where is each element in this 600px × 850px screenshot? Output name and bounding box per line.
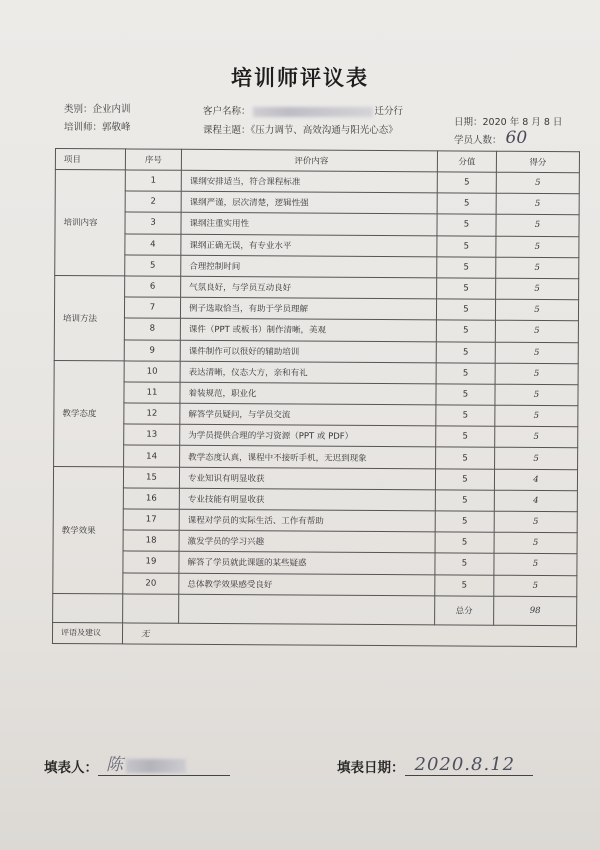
row-no: 3	[125, 212, 181, 234]
redacted-signature	[126, 759, 186, 773]
row-value: 5	[436, 341, 495, 363]
topic-value: 《压力调节、高效沟通与阳光心态》	[250, 125, 398, 136]
date-value: 2020 年 8 月 8 日	[482, 117, 563, 128]
row-content: 激发学员的学习兴趣	[179, 530, 435, 553]
trainer-label: 培训师：	[64, 122, 103, 133]
row-score: 5	[496, 257, 579, 279]
row-no: 9	[124, 339, 180, 361]
form-title: 培训师评议表	[231, 66, 369, 90]
evaluation-table	[52, 148, 580, 647]
group-name-effect: 教学效果	[53, 466, 124, 594]
total-empty-no	[123, 594, 179, 623]
row-no: 18	[123, 530, 179, 552]
row-no: 16	[123, 488, 179, 510]
category-value: 企业内训	[92, 104, 131, 115]
row-no: 2	[125, 191, 181, 213]
row-content: 解答了学员就此课题的某些疑惑	[179, 552, 435, 575]
row-content: 课程对学员的实际生活、工作有帮助	[179, 509, 435, 532]
client-label: 客户名称：	[203, 106, 251, 117]
row-score: 5	[496, 236, 579, 258]
row-no: 20	[123, 572, 179, 594]
comment-label: 评语及建议	[52, 622, 122, 644]
category-label: 类别：	[64, 104, 93, 115]
row-value: 5	[437, 193, 496, 215]
row-value: 5	[436, 405, 495, 427]
row-score: 5	[495, 405, 578, 427]
category-field	[64, 101, 131, 115]
row-content: 课纲安排适当，符合课程标准	[181, 170, 437, 193]
trainer-field	[64, 119, 131, 133]
row-no: 5	[125, 255, 181, 277]
row-content: 总体教学效果感受良好	[179, 573, 435, 596]
date-field	[454, 114, 562, 128]
students-label: 学员人数：	[454, 135, 502, 146]
row-content: 专业技能有明显收获	[179, 488, 435, 511]
row-content: 为学员提供合理的学习资源（PPT 或 PDF）	[180, 425, 436, 448]
header-item: 项目	[55, 149, 125, 170]
row-content: 合理控制时间	[181, 255, 437, 278]
row-content: 专业知识有明显收获	[179, 467, 435, 490]
topic-field	[203, 122, 398, 136]
row-no: 11	[124, 382, 180, 404]
row-no: 6	[125, 276, 181, 298]
trainer-value: 郭敬峰	[102, 122, 131, 133]
row-score: 5	[495, 426, 578, 448]
group-name-method: 培训方法	[54, 275, 125, 360]
filler-field	[44, 756, 230, 776]
row-score: 5	[496, 278, 579, 300]
row-content: 气氛良好，与学员互动良好	[181, 276, 437, 299]
row-score: 5	[496, 172, 579, 194]
fill-date-line	[405, 754, 533, 776]
row-content: 课件（PPT 或板书）制作清晰，美观	[180, 319, 436, 342]
comment-row	[52, 622, 576, 646]
client-field	[203, 103, 403, 117]
row-content: 着装规范，职业化	[180, 382, 436, 405]
total-row	[53, 593, 577, 625]
students-field	[454, 128, 527, 148]
row-score: 5	[496, 193, 579, 215]
row-value: 5	[435, 553, 494, 575]
row-score: 5	[495, 342, 578, 364]
row-value: 5	[436, 426, 495, 448]
row-value: 5	[436, 384, 495, 406]
row-score: 5	[495, 299, 578, 321]
row-score: 5	[496, 215, 579, 237]
row-no: 19	[123, 551, 179, 573]
students-value: 60	[505, 128, 528, 148]
row-content: 解答学员疑问，与学员交流	[180, 403, 436, 426]
group-name-attitude: 教学态度	[54, 360, 125, 466]
row-score: 5	[495, 448, 578, 470]
row-score: 5	[495, 363, 578, 385]
row-value: 5	[437, 214, 496, 236]
topic-label: 课程主题：	[203, 125, 251, 136]
row-score: 5	[495, 321, 578, 343]
row-value: 5	[437, 257, 496, 279]
header-content: 评价内容	[181, 149, 437, 172]
filler-signature-line	[98, 757, 230, 776]
filler-signature: 陈	[106, 755, 123, 775]
comment-value: 无	[122, 623, 576, 647]
row-no: 7	[124, 297, 180, 319]
row-value: 5	[435, 574, 494, 596]
header-no: 序号	[125, 149, 181, 170]
fill-date-label: 填表日期：	[337, 760, 405, 776]
row-value: 5	[436, 299, 495, 321]
row-content: 教学态度认真，课程中不接听手机，无迟到现象	[180, 446, 436, 469]
row-no: 15	[123, 467, 179, 489]
redacted-client-name	[253, 107, 373, 117]
row-score: 5	[494, 511, 577, 533]
row-value: 5	[436, 320, 495, 342]
row-score: 5	[494, 575, 577, 597]
total-value: 98	[494, 596, 577, 626]
total-empty-item	[53, 593, 123, 622]
row-no: 12	[124, 403, 180, 425]
row-score: 4	[494, 469, 577, 491]
row-value: 5	[435, 490, 494, 512]
row-value: 5	[437, 172, 496, 194]
filler-label: 填表人：	[44, 760, 98, 776]
row-no: 10	[124, 361, 180, 383]
row-value: 5	[436, 363, 495, 385]
total-label: 总分	[435, 596, 494, 625]
row-content: 课纲严谨，层次清楚，逻辑性强	[181, 191, 437, 214]
row-no: 4	[125, 233, 181, 255]
row-score: 4	[494, 490, 577, 512]
fill-date-value: 2020.8.12	[414, 754, 516, 775]
date-label: 日期：	[454, 117, 483, 128]
row-content: 课件制作可以很好的辅助培训	[180, 340, 436, 363]
row-value: 5	[436, 447, 495, 469]
fill-date-field	[337, 756, 533, 776]
header-score: 得分	[496, 151, 579, 173]
row-content: 例子选取恰当，有助于学员理解	[180, 297, 436, 320]
row-value: 5	[435, 532, 494, 554]
row-content: 课纲注重实用性	[181, 213, 437, 236]
client-value: 迁分行	[374, 106, 404, 117]
header-value: 分值	[437, 151, 496, 172]
row-no: 14	[124, 445, 180, 467]
row-score: 5	[494, 532, 577, 554]
row-no: 8	[124, 318, 180, 340]
row-content: 表达清晰，仪态大方，亲和有礼	[180, 361, 436, 384]
total-empty-content	[179, 594, 435, 625]
row-value: 5	[437, 278, 496, 300]
row-value: 5	[435, 468, 494, 490]
row-value: 5	[435, 511, 494, 533]
row-no: 13	[124, 424, 180, 446]
row-content: 课纲正确无误，有专业水平	[181, 234, 437, 257]
group-name-content: 培训内容	[55, 170, 126, 276]
row-no: 1	[125, 170, 181, 192]
row-score: 5	[494, 554, 577, 576]
row-no: 17	[123, 509, 179, 531]
row-value: 5	[437, 235, 496, 257]
row-score: 5	[495, 384, 578, 406]
